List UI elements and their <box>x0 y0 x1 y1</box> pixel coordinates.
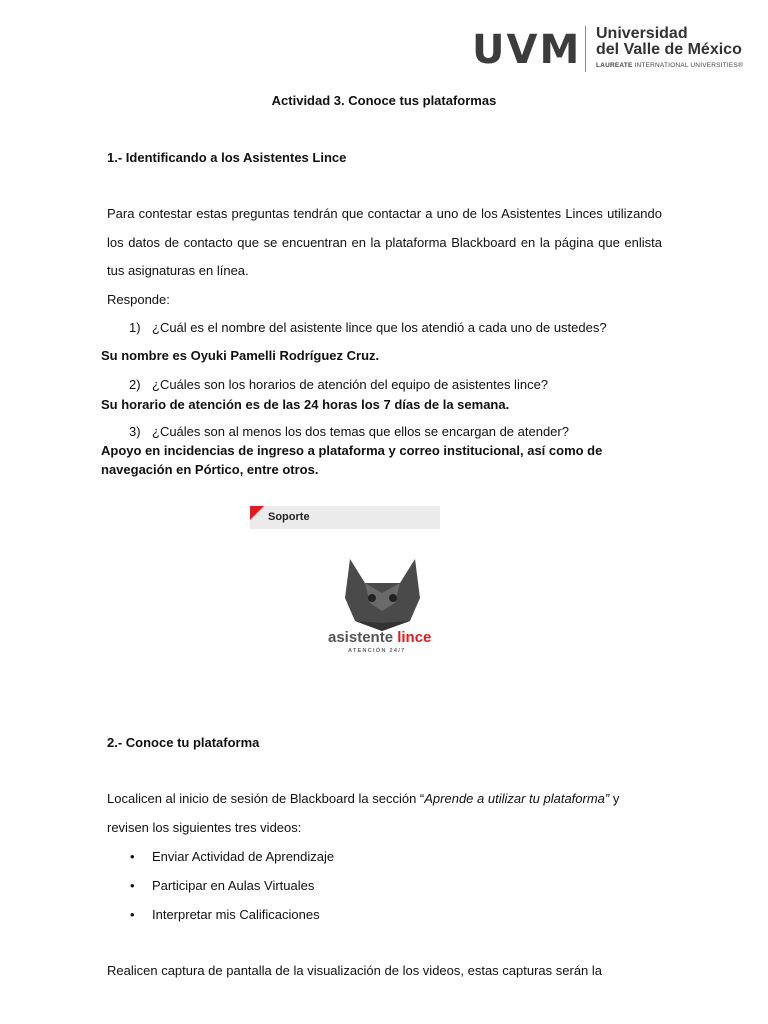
responde-label: Responde: <box>107 292 170 307</box>
section1-heading: 1.- Identificando a los Asistentes Lince <box>107 150 347 165</box>
section2-final-line: Realicen captura de pantalla de la visualización de los videos, estas capturas serán la <box>107 963 603 978</box>
answer-3 <box>101 441 602 479</box>
bullet-dot: • <box>130 849 135 864</box>
answer-2: Su horario de atención es de las 24 horas los 7 días de la semana. <box>101 397 510 412</box>
s2-part2: y <box>609 791 620 806</box>
q2-number: 2) <box>129 377 141 392</box>
logo-divider <box>585 26 586 72</box>
brand-word2: lince <box>397 629 432 646</box>
q1-number: 1) <box>129 320 141 335</box>
soporte-label: Soporte <box>268 511 310 523</box>
s2-italic: Aprende a utilizar tu plataforma” <box>424 791 610 806</box>
s2-part1: Localicen al inicio de sesión de Blackboard la sección “ <box>107 791 425 806</box>
laureate-bold: LAUREATE <box>596 62 633 69</box>
bullet-dot: • <box>130 878 135 893</box>
question-2: ¿Cuáles son los horarios de atención del equipo de asistentes lince? <box>152 377 549 392</box>
bullet-item-3: Interpretar mis Calificaciones <box>152 907 320 922</box>
brand-subtitle: ATENCIÓN 24/7 <box>348 648 406 654</box>
section2-paragraph-line1 <box>107 791 619 806</box>
bullet-item-1: Enviar Actividad de Aprendizaje <box>152 849 335 864</box>
section1-paragraph: Para contestar estas preguntas tendrán que contactar a uno de los Asistentes Linces utilizando los datos de contacto que se encuentran en la plataforma Blackboard en la página que enlista tus asignaturas en línea. <box>107 206 662 278</box>
uvm-logo-mark: UVM <box>472 27 582 73</box>
answer-1: Su nombre es Oyuki Pamelli Rodríguez Cruz. <box>101 348 380 363</box>
q3-number: 3) <box>129 424 141 439</box>
bullet-item-2: Participar en Aulas Virtuales <box>152 878 315 893</box>
brand-word1: asistente <box>328 629 398 646</box>
asistente-lince-brand <box>328 629 431 646</box>
university-name-line1: Universidad <box>596 25 688 42</box>
section2-heading: 2.- Conoce tu plataforma <box>107 735 260 750</box>
university-name-line2: del Valle de México <box>596 41 742 58</box>
question-1: ¿Cuál es el nombre del asistente lince que los atendió a cada uno de ustedes? <box>152 320 607 335</box>
section2-paragraph-line2: revisen los siguientes tres videos: <box>107 820 302 835</box>
answer-3-line2: navegación en Pórtico, entre otros. <box>101 462 319 477</box>
bullet-dot: • <box>130 907 135 922</box>
laureate-rest: INTERNATIONAL UNIVERSITIES® <box>632 62 743 69</box>
soporte-banner <box>250 506 440 529</box>
question-3: ¿Cuáles son al menos los dos temas que ellos se encargan de atender? <box>152 424 569 439</box>
answer-3-line1: Apoyo en incidencias de ingreso a plataforma y correo institucional, así como de <box>101 443 603 458</box>
laureate-tagline <box>596 62 743 69</box>
university-name <box>596 26 742 58</box>
document-title: Actividad 3. Conoce tus plataformas <box>271 93 497 108</box>
red-corner-icon <box>250 506 264 520</box>
